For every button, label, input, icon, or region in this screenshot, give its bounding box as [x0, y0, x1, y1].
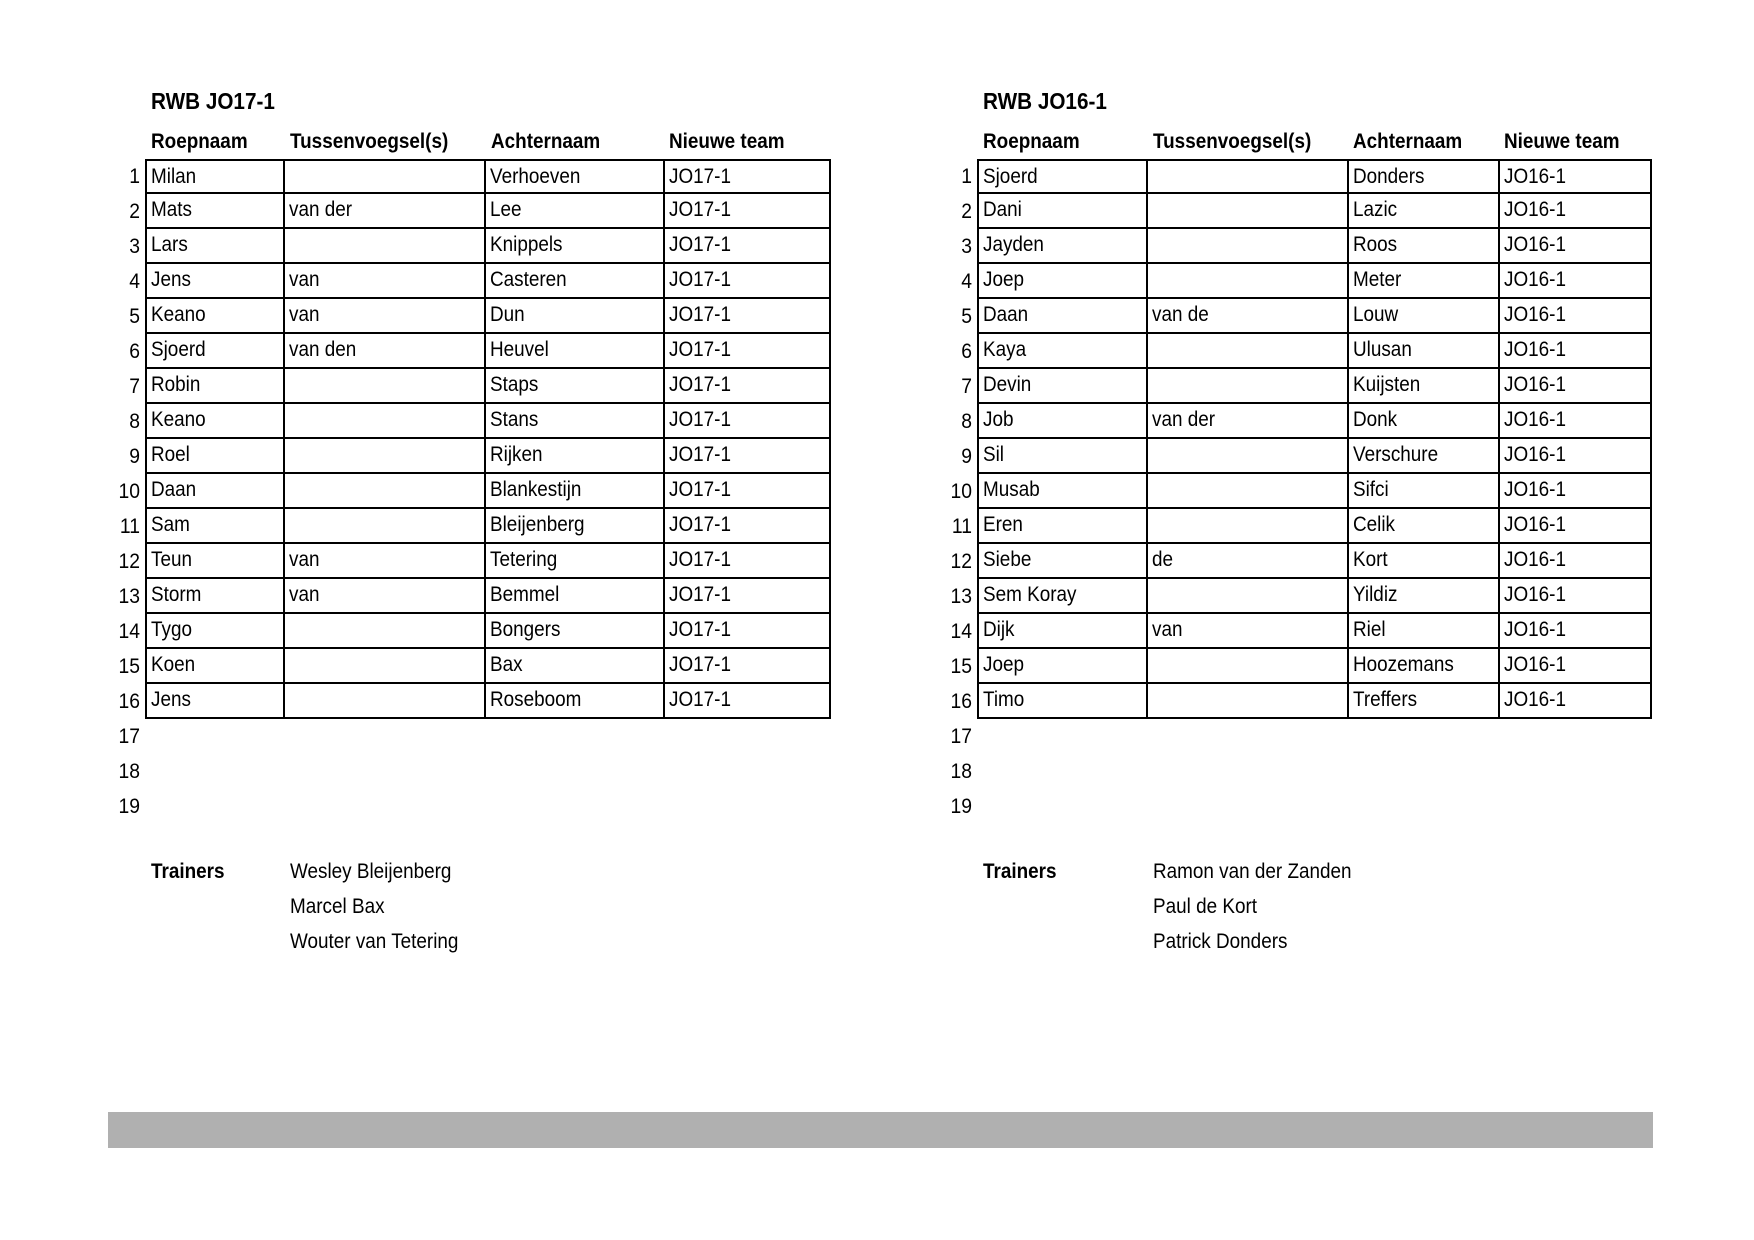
cell-tussenvoegsel: [1146, 367, 1349, 404]
header-roepnaam: Roepnaam: [983, 130, 1080, 153]
cell-roepnaam: [145, 542, 285, 579]
cell-nieuwe-team: [1498, 297, 1652, 334]
cell-nieuwe-team: [663, 262, 831, 299]
cell-nieuwe-team: [663, 682, 831, 719]
cell-roepnaam: [145, 507, 285, 544]
cell-text: Blankestijn: [490, 478, 582, 501]
cell-nieuwe-team: [663, 507, 831, 544]
cell-text: Jens: [151, 268, 191, 291]
cell-text: Staps: [490, 373, 539, 396]
cell-text: JO16-1: [1504, 513, 1566, 536]
row-number: 12: [118, 550, 140, 573]
cell-text: van: [289, 268, 320, 291]
row-number: 16: [118, 690, 140, 713]
cell-tussenvoegsel: [283, 159, 486, 194]
cell-roepnaam: [977, 402, 1148, 439]
cell-tussenvoegsel: [1146, 402, 1349, 439]
row-number: 14: [118, 620, 140, 643]
cell-text: Lazic: [1353, 198, 1398, 221]
cell-tussenvoegsel: [283, 682, 486, 719]
row-number: 12: [950, 550, 972, 573]
cell-text: JO17-1: [669, 513, 731, 536]
cell-tussenvoegsel: [283, 262, 486, 299]
cell-text: Teun: [151, 548, 192, 571]
cell-achternaam: [484, 297, 665, 334]
cell-nieuwe-team: [1498, 682, 1652, 719]
row-number: 5: [961, 305, 972, 328]
cell-text: Sjoerd: [151, 338, 206, 361]
cell-tussenvoegsel: [283, 612, 486, 649]
cell-tussenvoegsel: [1146, 647, 1349, 684]
cell-text: Kort: [1353, 548, 1388, 571]
cell-achternaam: [484, 227, 665, 264]
row-number: 4: [129, 270, 140, 293]
cell-nieuwe-team: [663, 332, 831, 369]
cell-nieuwe-team: [1498, 612, 1652, 649]
cell-text: Ulusan: [1353, 338, 1412, 361]
row-number: 17: [950, 725, 972, 748]
cell-text: van: [1152, 618, 1183, 641]
cell-achternaam: [1347, 297, 1500, 334]
cell-text: JO16-1: [1504, 688, 1566, 711]
cell-roepnaam: [977, 472, 1148, 509]
row-number: 19: [950, 795, 972, 818]
cell-tussenvoegsel: [283, 332, 486, 369]
cell-text: Roos: [1353, 233, 1398, 256]
cell-text: JO17-1: [669, 233, 731, 256]
cell-tussenvoegsel: [1146, 262, 1349, 299]
cell-text: JO16-1: [1504, 478, 1566, 501]
cell-achternaam: [484, 367, 665, 404]
cell-achternaam: [484, 437, 665, 474]
header-achternaam: Achternaam: [491, 130, 601, 153]
cell-roepnaam: [977, 507, 1148, 544]
cell-roepnaam: [145, 577, 285, 614]
cell-achternaam: [1347, 472, 1500, 509]
cell-roepnaam: [977, 612, 1148, 649]
trainers-label: Trainers: [151, 860, 225, 883]
cell-text: JO16-1: [1504, 338, 1566, 361]
cell-nieuwe-team: [1498, 577, 1652, 614]
row-number: 9: [961, 445, 972, 468]
cell-text: Casteren: [490, 268, 567, 291]
cell-achternaam: [1347, 682, 1500, 719]
cell-achternaam: [1347, 227, 1500, 264]
cell-text: Tetering: [490, 548, 558, 571]
cell-text: Musab: [983, 478, 1040, 501]
cell-roepnaam: [145, 227, 285, 264]
cell-text: Sil: [983, 443, 1005, 466]
cell-nieuwe-team: [1498, 159, 1652, 194]
cell-nieuwe-team: [1498, 227, 1652, 264]
cell-text: Mats: [151, 198, 192, 221]
cell-text: JO16-1: [1504, 653, 1566, 676]
cell-nieuwe-team: [663, 577, 831, 614]
cell-text: JO17-1: [669, 373, 731, 396]
cell-text: Daan: [151, 478, 197, 501]
cell-achternaam: [484, 507, 665, 544]
row-number: 16: [950, 690, 972, 713]
cell-tussenvoegsel: [283, 402, 486, 439]
row-number: 2: [961, 200, 972, 223]
cell-roepnaam: [145, 332, 285, 369]
cell-text: Lee: [490, 198, 522, 221]
cell-tussenvoegsel: [1146, 507, 1349, 544]
cell-achternaam: [484, 542, 665, 579]
row-number: 2: [129, 200, 140, 223]
row-number: 14: [950, 620, 972, 643]
row-number: 19: [118, 795, 140, 818]
cell-tussenvoegsel: [283, 227, 486, 264]
cell-text: JO16-1: [1504, 303, 1566, 326]
cell-nieuwe-team: [663, 159, 831, 194]
cell-text: Job: [983, 408, 1014, 431]
cell-text: Storm: [151, 583, 202, 606]
cell-text: Louw: [1353, 303, 1399, 326]
cell-text: Milan: [151, 165, 197, 188]
row-number: 1: [129, 165, 140, 188]
cell-text: JO16-1: [1504, 268, 1566, 291]
row-number: 1: [961, 165, 972, 188]
cell-text: Joep: [983, 653, 1024, 676]
cell-tussenvoegsel: [283, 367, 486, 404]
cell-text: JO17-1: [669, 618, 731, 641]
trainer-name: Wesley Bleijenberg: [290, 860, 452, 883]
cell-achternaam: [484, 262, 665, 299]
row-number: 11: [119, 515, 140, 538]
cell-achternaam: [484, 192, 665, 229]
cell-nieuwe-team: [1498, 262, 1652, 299]
cell-text: JO17-1: [669, 303, 731, 326]
cell-text: Robin: [151, 373, 201, 396]
cell-nieuwe-team: [1498, 542, 1652, 579]
cell-nieuwe-team: [1498, 402, 1652, 439]
trainer-name: Ramon van der Zanden: [1153, 860, 1352, 883]
header-roepnaam: Roepnaam: [151, 130, 248, 153]
header-tussenvoegsels: Tussenvoegsel(s): [290, 130, 449, 153]
cell-text: JO17-1: [669, 198, 731, 221]
cell-text: JO16-1: [1504, 583, 1566, 606]
cell-text: Bemmel: [490, 583, 560, 606]
cell-text: JO16-1: [1504, 198, 1566, 221]
cell-roepnaam: [145, 647, 285, 684]
cell-text: Daan: [983, 303, 1029, 326]
cell-text: Heuvel: [490, 338, 549, 361]
row-number: 3: [961, 235, 972, 258]
cell-text: Bleijenberg: [490, 513, 585, 536]
cell-text: Dijk: [983, 618, 1015, 641]
team-title: RWB JO16-1: [983, 88, 1107, 114]
cell-nieuwe-team: [663, 367, 831, 404]
cell-text: Siebe: [983, 548, 1032, 571]
cell-text: Donk: [1353, 408, 1398, 431]
cell-tussenvoegsel: [1146, 297, 1349, 334]
cell-text: Sem Koray: [983, 583, 1077, 606]
cell-tussenvoegsel: [1146, 332, 1349, 369]
cell-text: Devin: [983, 373, 1032, 396]
cell-text: Treffers: [1353, 688, 1418, 711]
cell-text: JO17-1: [669, 548, 731, 571]
cell-text: Celik: [1353, 513, 1396, 536]
cell-text: Kaya: [983, 338, 1027, 361]
cell-text: van: [289, 583, 320, 606]
cell-text: JO17-1: [669, 583, 731, 606]
cell-roepnaam: [977, 192, 1148, 229]
row-number: 10: [950, 480, 972, 503]
cell-text: Tygo: [151, 618, 192, 641]
cell-roepnaam: [977, 159, 1148, 194]
cell-text: Donders: [1353, 165, 1425, 188]
cell-achternaam: [1347, 262, 1500, 299]
cell-achternaam: [1347, 367, 1500, 404]
cell-roepnaam: [977, 297, 1148, 334]
trainer-name: Wouter van Tetering: [290, 930, 459, 953]
footer-bar: [108, 1112, 1653, 1148]
cell-text: van de: [1152, 303, 1209, 326]
cell-text: JO17-1: [669, 165, 731, 188]
header-nieuwe-team: Nieuwe team: [669, 130, 785, 153]
row-number: 11: [951, 515, 972, 538]
cell-achternaam: [1347, 507, 1500, 544]
cell-roepnaam: [145, 262, 285, 299]
cell-achternaam: [484, 159, 665, 194]
cell-tussenvoegsel: [283, 297, 486, 334]
cell-text: Sifci: [1353, 478, 1389, 501]
cell-text: Sjoerd: [983, 165, 1038, 188]
cell-text: van: [289, 548, 320, 571]
cell-tussenvoegsel: [1146, 577, 1349, 614]
cell-tussenvoegsel: [1146, 227, 1349, 264]
cell-text: Knippels: [490, 233, 563, 256]
row-number: 10: [118, 480, 140, 503]
cell-nieuwe-team: [663, 297, 831, 334]
cell-text: van: [289, 303, 320, 326]
cell-achternaam: [1347, 402, 1500, 439]
cell-achternaam: [1347, 577, 1500, 614]
cell-text: van der: [289, 198, 353, 221]
cell-achternaam: [1347, 647, 1500, 684]
cell-tussenvoegsel: [283, 192, 486, 229]
cell-roepnaam: [145, 402, 285, 439]
cell-nieuwe-team: [1498, 437, 1652, 474]
row-number: 15: [950, 655, 972, 678]
cell-text: Verhoeven: [490, 165, 581, 188]
cell-tussenvoegsel: [1146, 192, 1349, 229]
row-number: 6: [129, 340, 140, 363]
cell-text: Roel: [151, 443, 190, 466]
cell-roepnaam: [977, 647, 1148, 684]
cell-roepnaam: [977, 682, 1148, 719]
cell-text: JO17-1: [669, 478, 731, 501]
cell-roepnaam: [145, 297, 285, 334]
cell-roepnaam: [977, 332, 1148, 369]
cell-text: Bongers: [490, 618, 561, 641]
row-number: 18: [118, 760, 140, 783]
cell-text: JO16-1: [1504, 165, 1566, 188]
cell-text: Keano: [151, 408, 206, 431]
cell-tussenvoegsel: [1146, 159, 1349, 194]
cell-nieuwe-team: [663, 612, 831, 649]
cell-text: Yildiz: [1353, 583, 1398, 606]
cell-text: Jens: [151, 688, 191, 711]
cell-achternaam: [1347, 612, 1500, 649]
cell-text: Rijken: [490, 443, 543, 466]
cell-achternaam: [484, 402, 665, 439]
cell-text: JO16-1: [1504, 373, 1566, 396]
cell-achternaam: [1347, 332, 1500, 369]
cell-text: JO16-1: [1504, 443, 1566, 466]
cell-tussenvoegsel: [283, 577, 486, 614]
cell-text: Bax: [490, 653, 523, 676]
cell-text: Dani: [983, 198, 1022, 221]
row-number: 13: [118, 585, 140, 608]
cell-achternaam: [484, 472, 665, 509]
cell-text: van der: [1152, 408, 1216, 431]
cell-achternaam: [1347, 542, 1500, 579]
cell-text: JO16-1: [1504, 408, 1566, 431]
cell-roepnaam: [977, 367, 1148, 404]
cell-nieuwe-team: [663, 472, 831, 509]
cell-text: JO16-1: [1504, 233, 1566, 256]
cell-nieuwe-team: [663, 227, 831, 264]
row-number: 18: [950, 760, 972, 783]
cell-text: Keano: [151, 303, 206, 326]
cell-text: Meter: [1353, 268, 1402, 291]
cell-roepnaam: [977, 577, 1148, 614]
row-number: 5: [129, 305, 140, 328]
cell-tussenvoegsel: [283, 437, 486, 474]
row-number: 9: [129, 445, 140, 468]
cell-text: JO17-1: [669, 268, 731, 291]
cell-text: JO16-1: [1504, 548, 1566, 571]
cell-tussenvoegsel: [1146, 472, 1349, 509]
cell-roepnaam: [145, 192, 285, 229]
cell-tussenvoegsel: [283, 647, 486, 684]
cell-text: Lars: [151, 233, 188, 256]
cell-text: Timo: [983, 688, 1025, 711]
cell-achternaam: [1347, 192, 1500, 229]
row-number: 7: [129, 375, 140, 398]
cell-nieuwe-team: [1498, 472, 1652, 509]
cell-text: JO17-1: [669, 338, 731, 361]
cell-achternaam: [484, 332, 665, 369]
cell-achternaam: [484, 577, 665, 614]
cell-text: Joep: [983, 268, 1024, 291]
cell-text: Dun: [490, 303, 525, 326]
trainer-name: Paul de Kort: [1153, 895, 1258, 918]
cell-roepnaam: [977, 262, 1148, 299]
cell-roepnaam: [145, 612, 285, 649]
cell-text: JO16-1: [1504, 618, 1566, 641]
cell-text: Riel: [1353, 618, 1386, 641]
cell-nieuwe-team: [663, 542, 831, 579]
cell-roepnaam: [977, 227, 1148, 264]
row-number: 7: [961, 375, 972, 398]
trainer-name: Patrick Donders: [1153, 930, 1288, 953]
row-number: 4: [961, 270, 972, 293]
cell-roepnaam: [977, 542, 1148, 579]
trainers-label: Trainers: [983, 860, 1057, 883]
row-number: 17: [118, 725, 140, 748]
cell-tussenvoegsel: [1146, 542, 1349, 579]
cell-roepnaam: [977, 437, 1148, 474]
cell-text: Eren: [983, 513, 1023, 536]
cell-nieuwe-team: [1498, 647, 1652, 684]
cell-nieuwe-team: [1498, 192, 1652, 229]
trainer-name: Marcel Bax: [290, 895, 385, 918]
cell-achternaam: [484, 682, 665, 719]
cell-text: JO17-1: [669, 443, 731, 466]
header-achternaam: Achternaam: [1353, 130, 1463, 153]
cell-nieuwe-team: [1498, 507, 1652, 544]
cell-nieuwe-team: [1498, 332, 1652, 369]
cell-roepnaam: [145, 159, 285, 194]
cell-roepnaam: [145, 682, 285, 719]
cell-text: Kuijsten: [1353, 373, 1421, 396]
header-tussenvoegsels: Tussenvoegsel(s): [1153, 130, 1312, 153]
header-nieuwe-team: Nieuwe team: [1504, 130, 1620, 153]
row-number: 6: [961, 340, 972, 363]
cell-nieuwe-team: [663, 437, 831, 474]
row-number: 13: [950, 585, 972, 608]
cell-text: Sam: [151, 513, 190, 536]
row-number: 15: [118, 655, 140, 678]
cell-nieuwe-team: [663, 402, 831, 439]
cell-roepnaam: [145, 437, 285, 474]
cell-roepnaam: [145, 367, 285, 404]
cell-text: Jayden: [983, 233, 1044, 256]
cell-tussenvoegsel: [1146, 682, 1349, 719]
row-number: 3: [129, 235, 140, 258]
cell-tussenvoegsel: [283, 472, 486, 509]
row-number: 8: [961, 410, 972, 433]
cell-achternaam: [484, 647, 665, 684]
cell-text: JO17-1: [669, 408, 731, 431]
cell-text: Stans: [490, 408, 539, 431]
cell-roepnaam: [145, 472, 285, 509]
cell-text: Roseboom: [490, 688, 582, 711]
cell-text: van den: [289, 338, 357, 361]
cell-achternaam: [1347, 437, 1500, 474]
cell-achternaam: [1347, 159, 1500, 194]
cell-text: JO17-1: [669, 688, 731, 711]
cell-tussenvoegsel: [283, 507, 486, 544]
cell-text: JO17-1: [669, 653, 731, 676]
cell-text: Verschure: [1353, 443, 1439, 466]
cell-nieuwe-team: [663, 647, 831, 684]
cell-text: de: [1152, 548, 1174, 571]
cell-tussenvoegsel: [1146, 437, 1349, 474]
cell-text: Hoozemans: [1353, 653, 1454, 676]
cell-nieuwe-team: [663, 192, 831, 229]
row-number: 8: [129, 410, 140, 433]
cell-nieuwe-team: [1498, 367, 1652, 404]
cell-tussenvoegsel: [283, 542, 486, 579]
cell-text: Koen: [151, 653, 196, 676]
team-title: RWB JO17-1: [151, 88, 275, 114]
cell-tussenvoegsel: [1146, 612, 1349, 649]
cell-achternaam: [484, 612, 665, 649]
